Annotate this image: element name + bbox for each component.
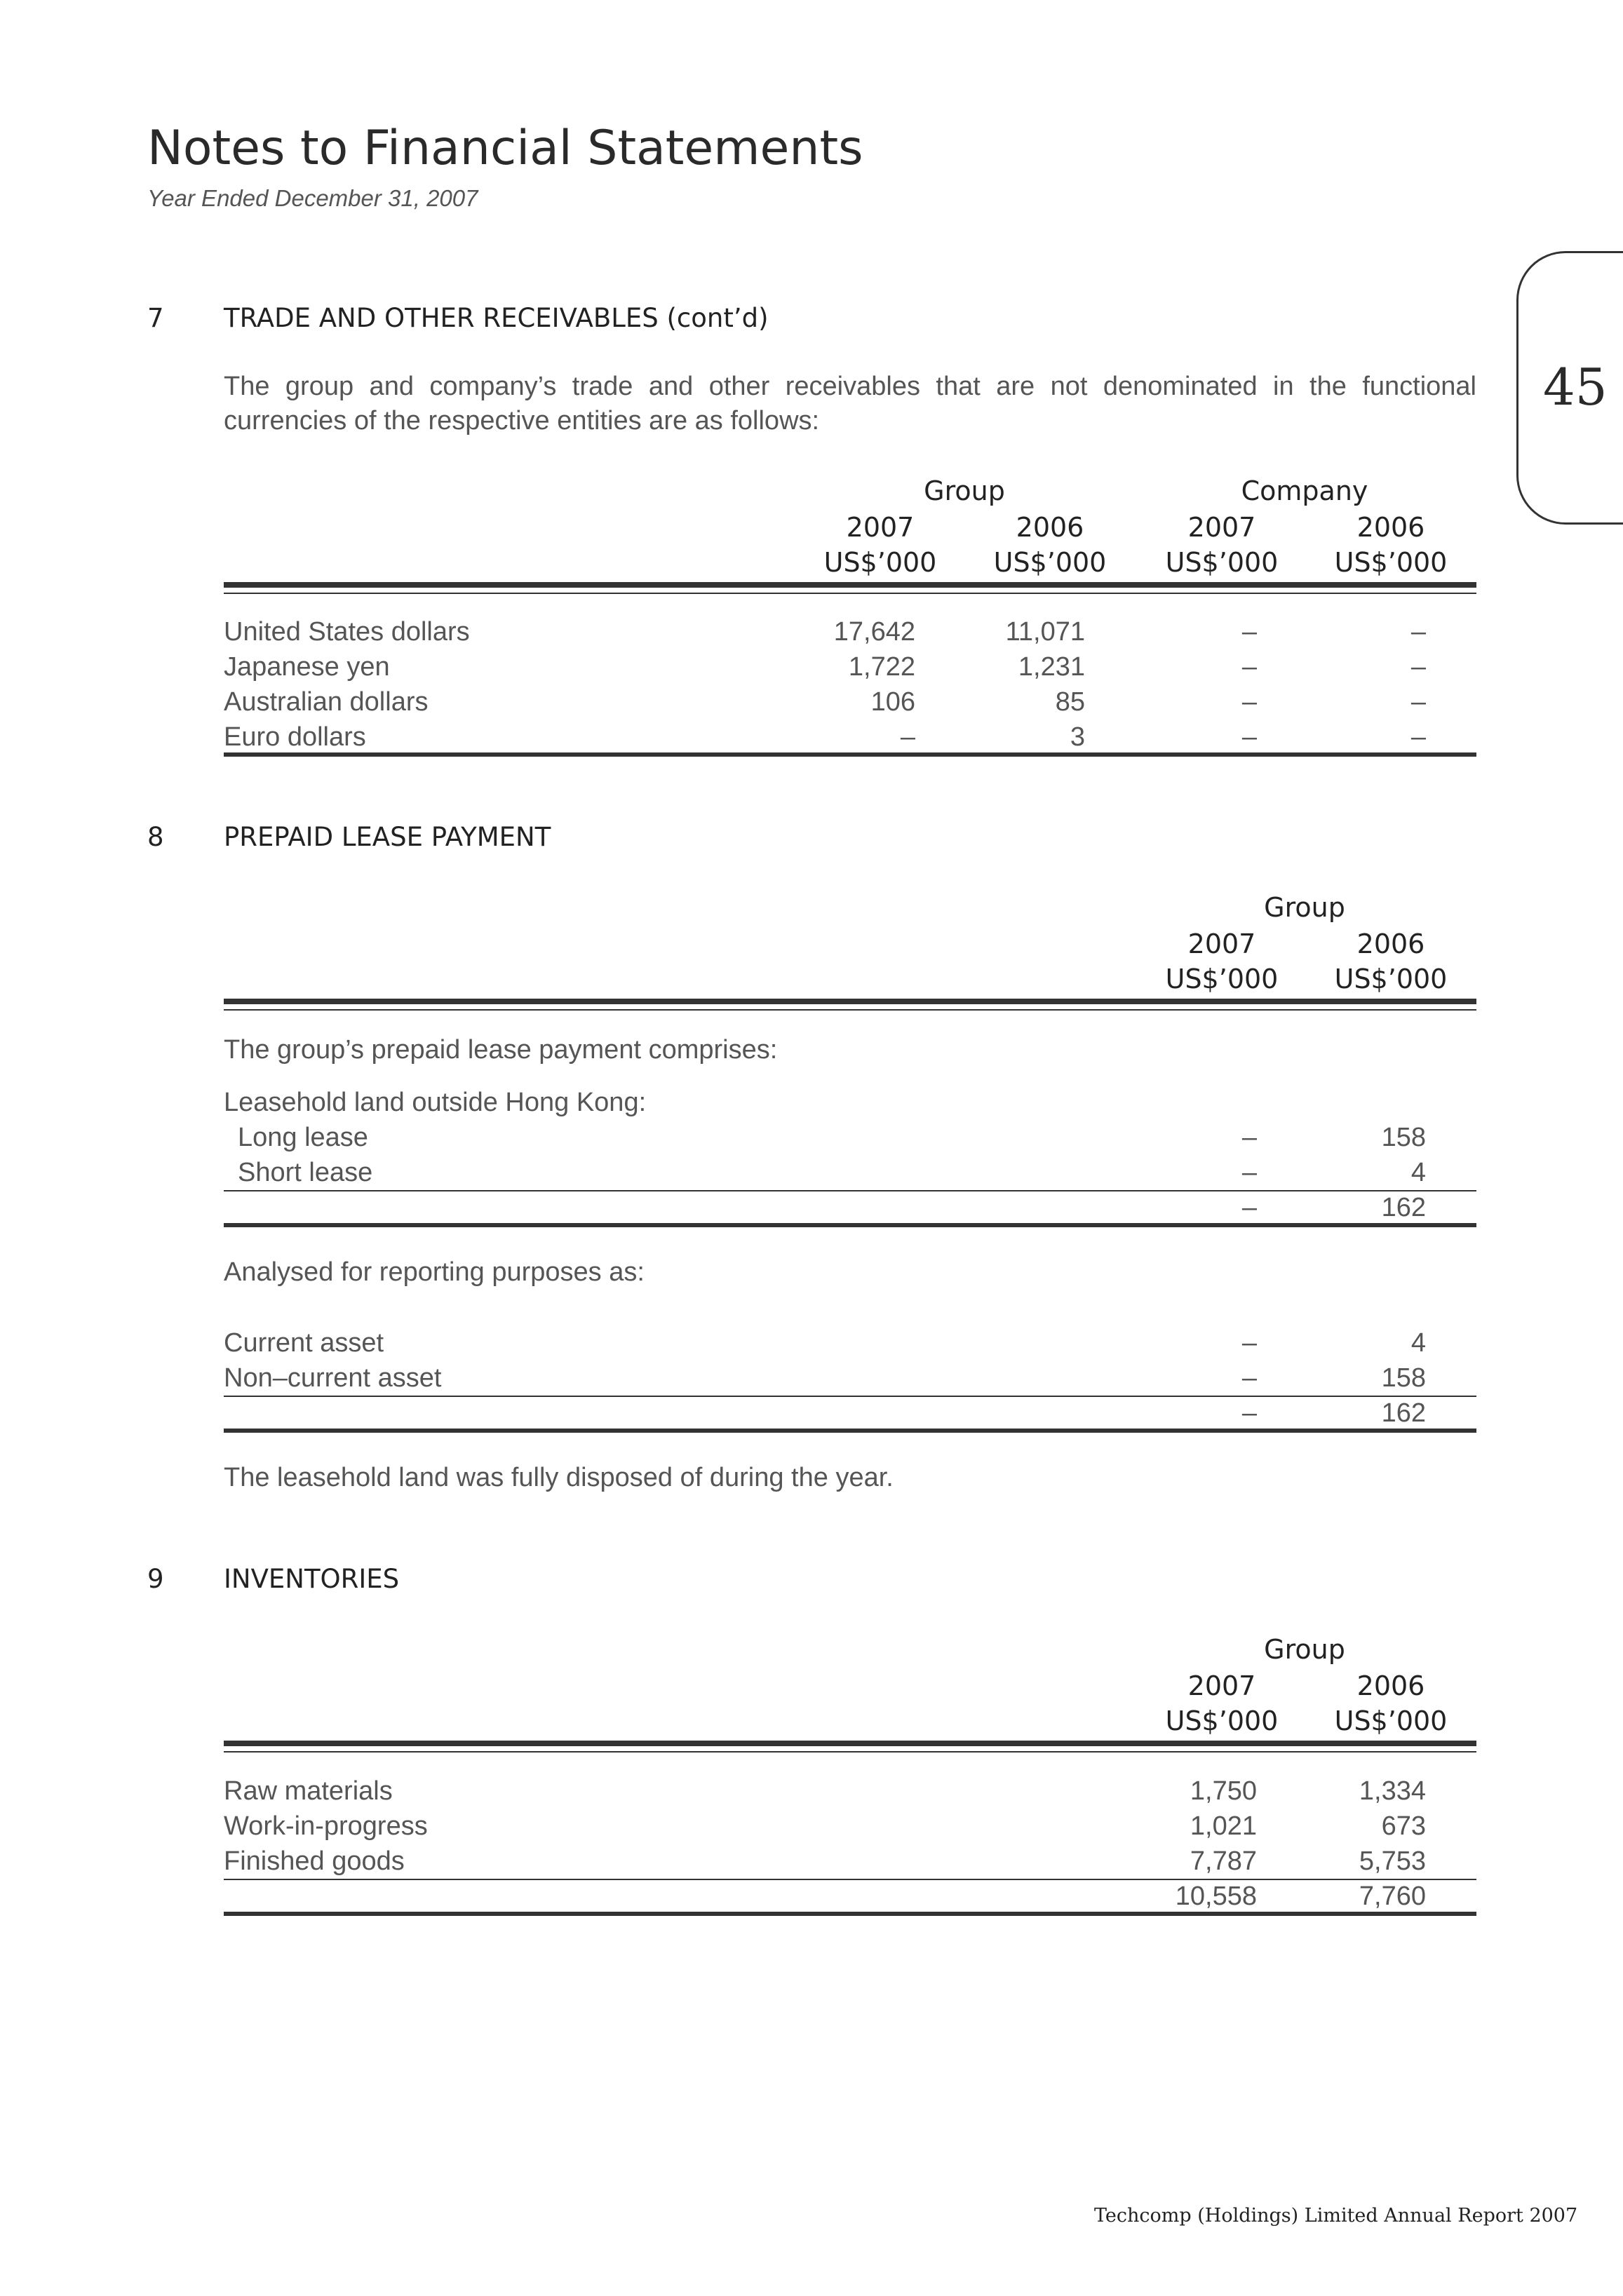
note9-unit-2: US$’000	[1334, 1706, 1448, 1736]
note8-total-cell: –	[1241, 1398, 1257, 1428]
note9-header-rule	[224, 1741, 1476, 1746]
note8-asset-subtotal-rule	[224, 1396, 1476, 1397]
note7-cell: 85	[1055, 687, 1085, 717]
note8-total-rule	[224, 1223, 1476, 1227]
note8-number: 8	[147, 822, 164, 852]
note7-cell: –	[1410, 617, 1426, 647]
note8-lease-label: Long lease	[238, 1123, 368, 1152]
note7-cell: 11,071	[1005, 617, 1085, 647]
note7-bottom-rule	[224, 752, 1476, 757]
note9-total-cell: 7,760	[1359, 1882, 1426, 1911]
note8-asset-total-rule	[224, 1429, 1476, 1433]
note8-heading: PREPAID LEASE PAYMENT	[224, 822, 551, 852]
note7-unit-4: US$’000	[1334, 547, 1448, 578]
note7-year-1: 2007	[846, 512, 915, 543]
note8-year-2: 2006	[1356, 928, 1425, 959]
note9-cell: 5,753	[1359, 1846, 1426, 1876]
note9-total-cell: 10,558	[1175, 1882, 1257, 1911]
note7-cell: –	[1410, 687, 1426, 717]
note9-cell: 1,334	[1359, 1776, 1426, 1806]
note8-subheading: Leasehold land outside Hong Kong:	[224, 1088, 647, 1117]
footer-text: Techcomp (Holdings) Limited Annual Report 2007	[1094, 2205, 1578, 2227]
note8-cell: 4	[1410, 1328, 1426, 1358]
note8-total-cell: 162	[1381, 1398, 1426, 1428]
note7-group-header: Group	[924, 475, 1005, 506]
note9-row-label: Finished goods	[224, 1846, 405, 1876]
note8-unit-1: US$’000	[1165, 964, 1279, 994]
note7-row-label: Euro dollars	[224, 722, 366, 752]
note8-unit-2: US$’000	[1334, 964, 1448, 994]
note8-cell: 158	[1381, 1123, 1426, 1152]
note8-asset-label: Current asset	[224, 1328, 384, 1358]
note8-cell: 4	[1410, 1158, 1426, 1187]
note7-cell: –	[1410, 652, 1426, 682]
note7-paragraph: The group and company’s trade and other receivables that are not denominated in the functional currencies of the respective entities are as follows:	[224, 372, 1476, 435]
note9-heading: INVENTORIES	[224, 1564, 400, 1594]
note8-analysed-label: Analysed for reporting purposes as:	[224, 1257, 645, 1287]
note8-cell: –	[1241, 1363, 1257, 1393]
note9-header-rule-thin	[224, 1751, 1476, 1753]
note8-cell: 158	[1381, 1363, 1426, 1393]
note7-unit-3: US$’000	[1165, 547, 1279, 578]
note7-row-label: Australian dollars	[224, 687, 429, 717]
note7-unit-2: US$’000	[993, 547, 1107, 578]
note7-number: 7	[147, 303, 164, 333]
note7-cell: 3	[1070, 722, 1085, 752]
page-title: Notes to Financial Statements	[147, 121, 863, 176]
note7-cell: –	[1410, 722, 1426, 752]
note7-header-rule	[224, 582, 1476, 588]
note7-cell: –	[1241, 617, 1257, 647]
note7-cell: 1,722	[848, 652, 915, 682]
note7-year-3: 2007	[1187, 512, 1256, 543]
note9-year-2: 2006	[1356, 1670, 1425, 1701]
note7-cell: 17,642	[833, 617, 915, 647]
note8-header-rule-thin	[224, 1009, 1476, 1011]
note7-cell: 106	[870, 687, 915, 717]
page-subtitle: Year Ended December 31, 2007	[147, 185, 478, 211]
note7-heading: TRADE AND OTHER RECEIVABLES (cont’d)	[224, 303, 769, 333]
page-number: 45	[1543, 358, 1608, 417]
note8-asset-label: Non–current asset	[224, 1363, 442, 1393]
note7-cell: –	[1241, 722, 1257, 752]
note7-header-rule-thin	[224, 593, 1476, 594]
note9-subtotal-rule	[224, 1879, 1476, 1880]
note8-total-cell: 162	[1381, 1193, 1426, 1222]
note7-row-label: United States dollars	[224, 617, 470, 647]
note8-cell: –	[1241, 1123, 1257, 1152]
note8-year-1: 2007	[1187, 928, 1256, 959]
note7-cell: –	[1241, 652, 1257, 682]
note9-total-rule	[224, 1912, 1476, 1916]
note7-cell: –	[900, 722, 915, 752]
note9-cell: 7,787	[1190, 1846, 1257, 1876]
note7-unit-1: US$’000	[823, 547, 937, 578]
note8-header-rule	[224, 999, 1476, 1004]
note9-group-header: Group	[1264, 1634, 1345, 1665]
note9-row-label: Raw materials	[224, 1776, 393, 1806]
note7-row-label: Japanese yen	[224, 652, 390, 682]
note9-number: 9	[147, 1564, 164, 1594]
note8-intro: The group’s prepaid lease payment comprises:	[224, 1035, 778, 1065]
note7-cell: 1,231	[1018, 652, 1085, 682]
note8-lease-label: Short lease	[238, 1158, 373, 1187]
note7-cell: –	[1241, 687, 1257, 717]
note8-disposal-note: The leasehold land was fully disposed of during the year.	[224, 1463, 894, 1492]
note8-cell: –	[1241, 1158, 1257, 1187]
note8-subtotal-rule	[224, 1190, 1476, 1191]
note7-year-2: 2006	[1016, 512, 1084, 543]
note9-cell: 1,021	[1190, 1811, 1257, 1841]
note9-cell: 1,750	[1190, 1776, 1257, 1806]
note9-row-label: Work-in-progress	[224, 1811, 428, 1841]
note8-total-cell: –	[1241, 1193, 1257, 1222]
note9-unit-1: US$’000	[1165, 1706, 1279, 1736]
note8-cell: –	[1241, 1328, 1257, 1358]
note9-year-1: 2007	[1187, 1670, 1256, 1701]
note7-company-header: Company	[1241, 475, 1368, 506]
note7-year-4: 2006	[1356, 512, 1425, 543]
note8-group-header: Group	[1264, 892, 1345, 923]
note9-cell: 673	[1381, 1811, 1426, 1841]
